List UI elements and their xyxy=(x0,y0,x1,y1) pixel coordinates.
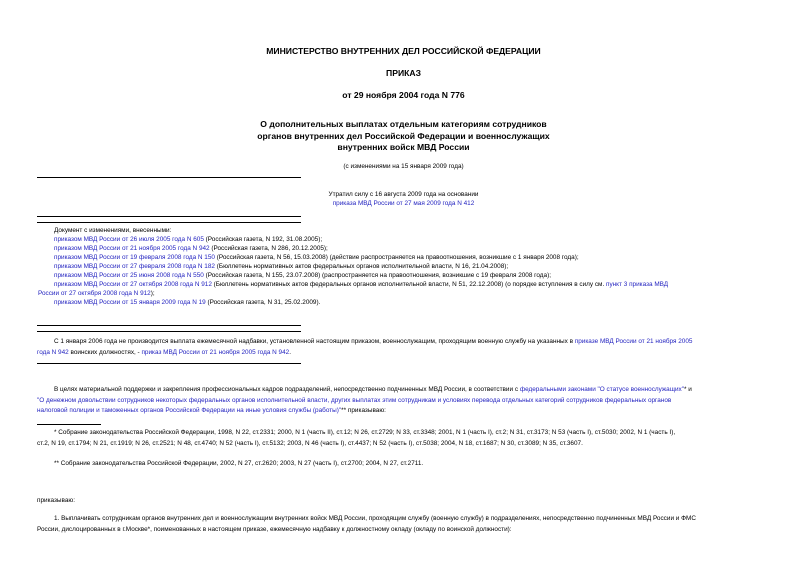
change-order-link[interactable]: приказом МВД России от 25 июня 2008 года N 550 xyxy=(54,272,204,279)
divider xyxy=(37,222,301,223)
divider xyxy=(37,331,301,332)
change-source: (Российская газета, N 56, 15.03.2008) (действие распространяется на правоотношения, возникшие с 1 января 2008 года); xyxy=(214,254,579,261)
document-title xyxy=(0,119,807,154)
order-942-link[interactable]: приказе МВД России от 21 ноября 2005 xyxy=(574,338,693,345)
list-item xyxy=(54,280,770,289)
changes-list xyxy=(38,226,770,307)
divider xyxy=(37,216,301,217)
preamble-line xyxy=(37,396,771,407)
document-date-number: от 29 ноября 2004 года N 776 xyxy=(342,90,465,100)
preamble-text: В целях материальной поддержки и закрепления профессиональных кадров подразделений, непосредственно подчиненных МВД России, в соответствии с xyxy=(54,386,520,393)
ministry-heading: МИНИСТЕРСТВО ВНУТРЕННИХ ДЕЛ РОССИЙСКОЙ ФЕДЕРАЦИИ xyxy=(266,46,541,56)
footnote-2 xyxy=(54,459,423,470)
preamble-text-end: ** приказываю: xyxy=(341,407,386,414)
allowance-law-link[interactable]: "О денежном довольствии сотрудников некоторых федеральных органов исполнительной власти, других выплатах этим сотрудникам и условиях перевода отдельных категорий сотрудников федеральных органов xyxy=(37,396,672,404)
note-text: С 1 января 2006 года не производится выплата ежемесячной надбавки, установленной настоящим приказом, военнослужащим, проходящим военную службу на указанных в xyxy=(54,338,575,345)
change-source: (Российская газета, N 286, 20.12.2005); xyxy=(209,245,328,252)
title-line: внутренних войск МВД России xyxy=(337,142,470,152)
list-item xyxy=(54,271,770,280)
order-intro-text: приказываю: xyxy=(37,497,75,504)
divider xyxy=(37,325,301,326)
changes-intro: Документ с изменениями, внесенными: xyxy=(54,227,172,234)
footnote-1 xyxy=(37,428,771,449)
order-paragraph-1 xyxy=(37,514,771,535)
order-942-link-2[interactable]: приказ МВД России от 21 ноября 2005 года N 942 xyxy=(141,348,290,356)
void-order-link[interactable]: приказа МВД России от 27 мая 2009 года N 412 xyxy=(332,200,475,207)
note-2006 xyxy=(37,337,771,358)
order-line: 1. Выплачивать сотрудникам органов внутренних дел и военнослужащим внутренних войск МВД России, проходящим службу (военную службу) в подразделениях, непосредственно подчиненных МВД России и ФМС xyxy=(54,515,696,522)
change-order-link[interactable]: приказом МВД России от 26 июля 2005 года N 605 xyxy=(54,236,204,243)
note-text-end: . xyxy=(289,348,291,356)
preamble-line xyxy=(37,385,771,396)
divider xyxy=(37,177,301,178)
order-line: России, дислоцированных в г.Москве*, поименованных в настоящем приказе, ежемесячную надбавку к должностному окладу (окладу по воинской должности): xyxy=(37,525,512,533)
list-item-continuation xyxy=(38,289,770,298)
divider xyxy=(37,363,301,364)
change-source: (Российская газета, N 192, 31.08.2005); xyxy=(203,236,323,243)
change-source: (Российская газета, N 155, 23.07.2008) (распространяется на правоотношения, возникшие с 19 февраля 2008 года); xyxy=(203,272,551,279)
void-note xyxy=(0,190,807,208)
preamble xyxy=(37,385,771,417)
footnote-divider xyxy=(37,424,101,425)
footnote-line: ** Собрание законодательства Российской Федерации, 2002, N 27, ст.2620; 2003, N 27 (часть I), ст.2700; 2004, N 27, ст.2711. xyxy=(54,460,424,467)
change-order-link[interactable]: приказом МВД России от 19 февраля 2008 года N 150 xyxy=(54,254,215,261)
list-item xyxy=(54,244,770,253)
document-type: ПРИКАЗ xyxy=(386,68,421,78)
void-note-text: Утратил силу с 16 августа 2009 года на основании xyxy=(328,191,479,198)
note-line xyxy=(37,348,771,359)
change-order-link[interactable]: приказом МВД России от 27 октября 2008 года N 912 xyxy=(54,281,212,288)
change-source: (Бюллетень нормативных актов федеральных органов исполнительной власти, N 51, 22.12.2008) (о порядке вступления в силу см. xyxy=(211,281,606,288)
change-source: (Российская газета, N 31, 25.02.2009). xyxy=(205,299,321,306)
federal-laws-link[interactable]: федеральными законами "О статусе военнослужащих" xyxy=(519,386,685,393)
allowance-law-link-continuation[interactable]: налоговой полиции и таможенных органов Российской Федерации на иные условия службы (работы)" xyxy=(37,407,342,414)
order-942-link-continuation[interactable]: года N 942 xyxy=(37,348,69,356)
footnote-line: ст.2, N 19, ст.1794; N 21, ст.1919; N 26, ст.2521; N 48, ст.4740; N 52 (часть I), ст.5132; 2003, N 46 (часть I), ст.4437; N 52 (часть I), ст.5038; 2004, N 18, ст.1687; N 30, ст.3089; N 35, ст.3607. xyxy=(37,439,583,447)
clause-link[interactable]: пункт 3 приказа МВД xyxy=(606,281,669,288)
preamble-line xyxy=(37,406,771,417)
list-item xyxy=(54,298,770,307)
list-item xyxy=(54,262,770,271)
note-line xyxy=(37,337,771,348)
note-text: воинских должностях, - xyxy=(68,348,142,356)
list-item xyxy=(54,253,770,262)
change-order-link[interactable]: приказом МВД России от 27 февраля 2008 года N 182 xyxy=(54,263,215,270)
change-order-link[interactable]: приказом МВД России от 21 ноября 2005 года N 942 xyxy=(54,245,210,252)
title-line: О дополнительных выплатах отдельным категориям сотрудников xyxy=(260,119,547,129)
change-source: (Бюллетень нормативных актов федеральных органов исполнительной власти, N 16, 21.04.2008); xyxy=(214,263,509,270)
clause-link-continuation[interactable]: России от 27 октября 2008 года N 912 xyxy=(38,290,151,297)
footnote-line: * Собрание законодательства Российской Федерации, 1998, N 22, ст.2331; 2000, N 1 (часть II), ст.12; N 26, ст.2729; N 33, ст.3348; 2001, N 1 (часть I), ст.2; N 31, ст.3173; N 53 (часть I), ст.5030; 2002, N 1 (часть I), xyxy=(54,429,676,436)
amendment-note: (с изменениями на 15 января 2009 года) xyxy=(343,163,464,170)
preamble-text: * и xyxy=(684,386,692,393)
order-intro xyxy=(37,496,75,507)
list-item xyxy=(54,235,770,244)
title-line: органов внутренних дел Российской Федерации и военнослужащих xyxy=(257,130,550,141)
change-order-link[interactable]: приказом МВД России от 15 января 2009 года N 19 xyxy=(54,299,206,306)
change-source-end: ); xyxy=(150,290,155,297)
